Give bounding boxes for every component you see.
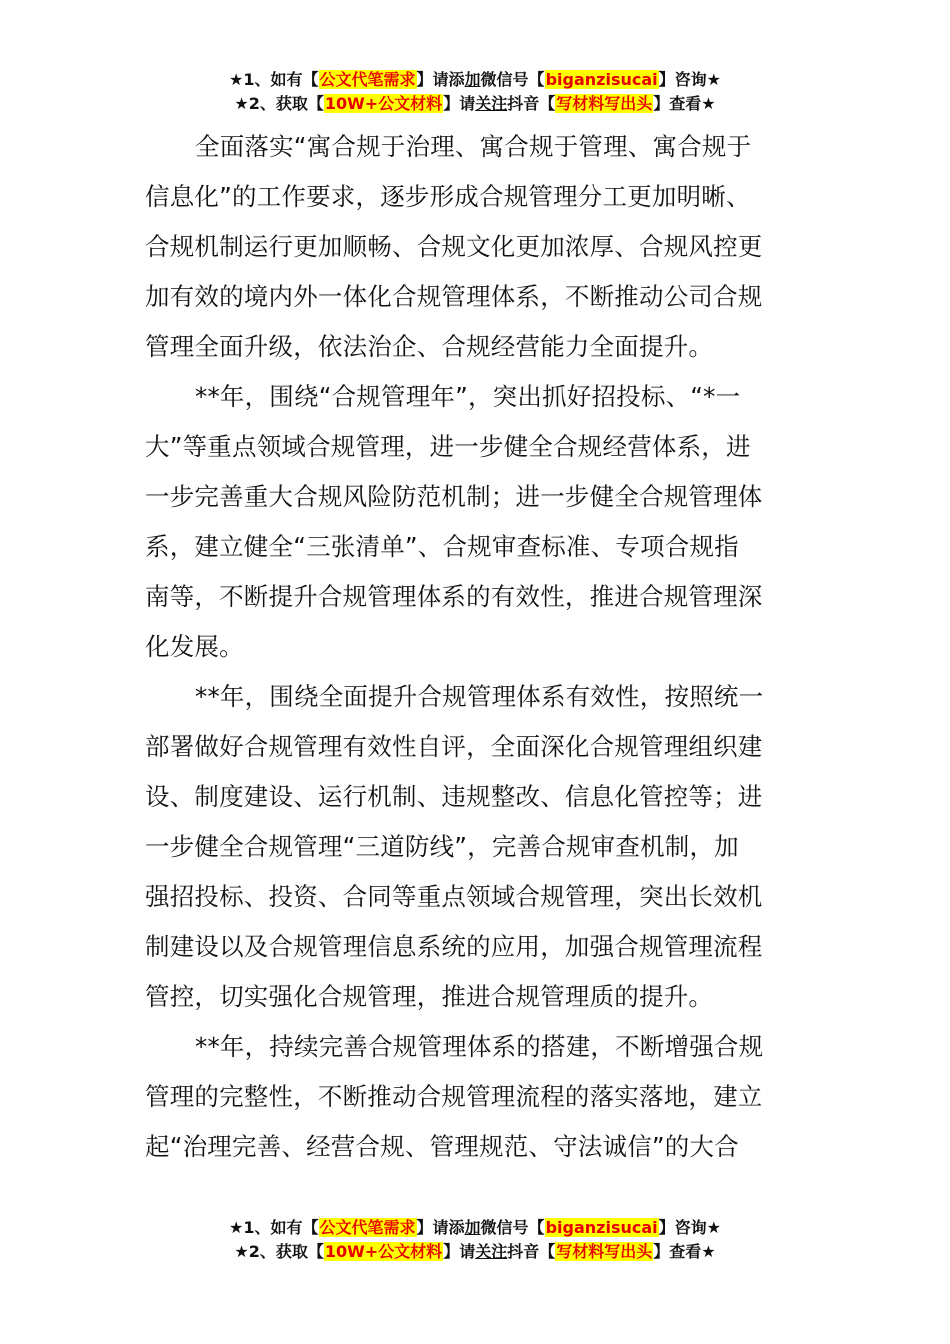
text-line: **年，围绕“合规管理年”，突出抓好招投标、“*一	[195, 382, 741, 411]
text-line: 合规机制运行更加顺畅、合规文化更加浓厚、合规风控更	[145, 232, 763, 261]
text-line: 南等，不断提升合规管理体系的有效性，推进合规管理深	[145, 582, 763, 611]
footer-banner	[0, 1216, 950, 1264]
text-line: 大”等重点领域合规管理，进一步健全合规经营体系，进	[145, 432, 751, 461]
text-line: **年，持续完善合规管理体系的搭建，不断增强合规	[195, 1032, 764, 1061]
paragraph	[145, 122, 795, 372]
text-line: 管控，切实强化合规管理，推进合规管理质的提升。	[145, 982, 714, 1011]
highlight-douyin-id: 写材料写出头	[556, 1242, 653, 1261]
text-line: 加有效的境内外一体化合规管理体系，不断推动公司合规	[145, 282, 763, 311]
paragraph	[145, 1022, 795, 1172]
text-line: 强招投标、投资、合同等重点领域合规管理，突出长效机	[145, 882, 763, 911]
highlight-douyin-id: 写材料写出头	[556, 94, 653, 113]
highlight-wechat-id: biganzisucai	[545, 70, 658, 89]
banner-line-1: ★1、如有【公文代笔需求】请添加微信号【biganzisucai】咨询★	[229, 70, 721, 89]
banner-line-2: ★2、获取【10W+公文材料】请关注抖音【写材料写出头】查看★	[234, 1242, 716, 1261]
text-line: 管理全面升级，依法治企、合规经营能力全面提升。	[145, 332, 714, 361]
header-banner	[0, 68, 950, 116]
document-body	[145, 122, 795, 1172]
banner-line-1: ★1、如有【公文代笔需求】请添加微信号【biganzisucai】咨询★	[229, 1218, 721, 1237]
text-line: 信息化”的工作要求，逐步形成合规管理分工更加明晰、	[145, 182, 751, 211]
text-line: 化发展。	[145, 632, 244, 661]
text-line: 设、制度建设、运行机制、违规整改、信息化管控等；进	[145, 782, 763, 811]
text-line: **年，围绕全面提升合规管理体系有效性，按照统一	[195, 682, 764, 711]
text-line: 系，建立健全“三张清单”、合规审查标准、专项合规指	[145, 532, 739, 561]
paragraph	[145, 672, 795, 1022]
highlight-service: 公文代笔需求	[319, 70, 416, 89]
text-line: 部署做好合规管理有效性自评，全面深化合规管理组织建	[145, 732, 763, 761]
text-line: 起“治理完善、经营合规、管理规范、守法诚信”的大合	[145, 1132, 739, 1161]
highlight-wechat-id: biganzisucai	[545, 1218, 658, 1237]
highlight-materials: 10W+公文材料	[324, 94, 443, 113]
paragraph	[145, 372, 795, 672]
text-line: 一步完善重大合规风险防范机制；进一步健全合规管理体	[145, 482, 763, 511]
highlight-service: 公文代笔需求	[319, 1218, 416, 1237]
text-line: 一步健全合规管理“三道防线”，完善合规审查机制，加	[145, 832, 739, 861]
text-line: 制建设以及合规管理信息系统的应用，加强合规管理流程	[145, 932, 763, 961]
banner-line-2: ★2、获取【10W+公文材料】请关注抖音【写材料写出头】查看★	[234, 94, 716, 113]
highlight-materials: 10W+公文材料	[324, 1242, 443, 1261]
text-line: 全面落实“寓合规于治理、寓合规于管理、寓合规于	[195, 132, 752, 161]
text-line: 管理的完整性，不断推动合规管理流程的落实落地，建立	[145, 1082, 763, 1111]
